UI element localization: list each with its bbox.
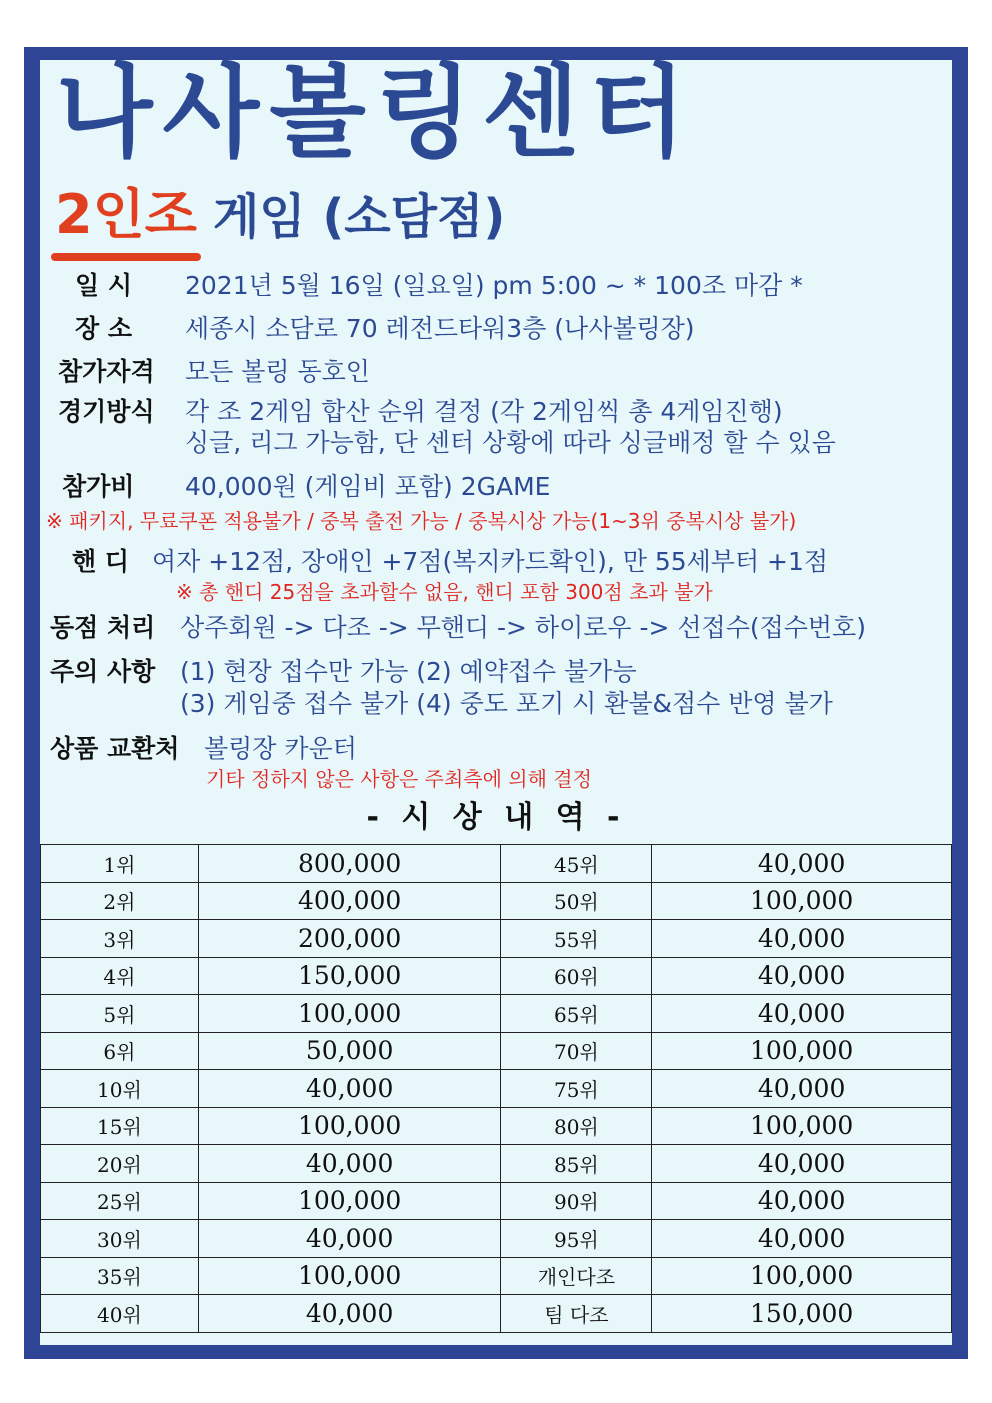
other-note (206, 763, 592, 792)
handicap-value: 여자 +12점, 장애인 +7점(복지카드확인), 만 55세부터 +1점 (152, 547, 829, 576)
prize-amount-cell: 40,000 (652, 1220, 952, 1258)
prize-rank-cell: 10위 (41, 1070, 199, 1108)
prize-amount-cell: 100,000 (198, 1182, 501, 1220)
info-value-date (185, 266, 803, 302)
prize-amount-cell: 40,000 (652, 845, 952, 883)
handicap-label: 핸 디 (72, 547, 130, 576)
tie-label: 동점 처리 (50, 613, 156, 642)
prize-amount-cell: 40,000 (198, 1220, 501, 1258)
subtitle-highlight: 2인조 (55, 172, 197, 249)
caution-value: (1) 현장 접수만 가능 (2) 예약접수 불가능 (180, 657, 637, 686)
prize-rank-cell: 90위 (501, 1182, 652, 1220)
prize-rank-cell: 40위 (41, 1295, 199, 1333)
prize-amount-cell: 800,000 (198, 845, 501, 883)
table-row (41, 1107, 952, 1145)
poster-title: 나사볼링센터 (56, 54, 696, 171)
info-row-date (75, 266, 132, 302)
info-value-fee (185, 467, 550, 503)
exchange-value: 볼링장 카운터 (204, 734, 357, 763)
prize-amount-cell: 40,000 (652, 995, 952, 1033)
caution-value: (3) 게임중 접수 불가 (4) 중도 포기 시 환불&점수 반영 불가 (180, 689, 833, 718)
info-row-place (75, 309, 132, 345)
prize-rank-cell: 3위 (41, 920, 199, 958)
table-row (41, 1145, 952, 1183)
prize-rank-cell: 60위 (501, 957, 652, 995)
prize-amount-cell: 100,000 (652, 1032, 952, 1070)
info-row-fee (62, 467, 134, 503)
prize-rank-cell: 20위 (41, 1145, 199, 1183)
prize-amount-cell: 100,000 (652, 882, 952, 920)
prize-amount-cell: 40,000 (198, 1295, 501, 1333)
handicap-value-wrap (152, 542, 828, 578)
prize-rank-cell: 25위 (41, 1182, 199, 1220)
table-row (41, 1295, 952, 1333)
prize-rank-cell: 80위 (501, 1107, 652, 1145)
info-value: 싱글, 리그 가능함, 단 센터 상황에 따라 싱글배정 할 수 있음 (185, 428, 836, 457)
prize-rank-cell: 70위 (501, 1032, 652, 1070)
prize-amount-cell: 100,000 (198, 1257, 501, 1295)
prize-amount-cell: 40,000 (652, 1182, 952, 1220)
prize-rank-cell: 85위 (501, 1145, 652, 1183)
prize-amount-cell: 40,000 (652, 1145, 952, 1183)
table-row (41, 845, 952, 883)
prize-amount-cell: 40,000 (652, 920, 952, 958)
prize-rank-cell: 15위 (41, 1107, 199, 1145)
info-value: 2021년 5월 16일 (일요일) pm 5:00 ~ * 100조 마감 * (185, 271, 803, 300)
info-value: 40,000원 (게임비 포함) 2GAME (185, 472, 551, 501)
caution-line-2 (180, 684, 833, 720)
prize-rank-cell: 4위 (41, 957, 199, 995)
table-row (41, 1070, 952, 1108)
exchange-row (50, 729, 179, 765)
subtitle-text: 게임 (소담점) (212, 189, 506, 245)
prize-rank-cell: 1위 (41, 845, 199, 883)
exchange-label: 상품 교환처 (50, 734, 180, 763)
package-notice (46, 505, 796, 534)
info-value-place (185, 309, 695, 345)
caution-label: 주의 사항 (50, 657, 156, 686)
prize-amount-cell: 400,000 (198, 882, 501, 920)
prize-amount-cell: 40,000 (198, 1145, 501, 1183)
info-label: 장 소 (75, 314, 133, 343)
prize-table (40, 844, 952, 1333)
prize-rank-cell: 2위 (41, 882, 199, 920)
prize-amount-cell: 40,000 (652, 1070, 952, 1108)
table-row (41, 1257, 952, 1295)
info-value: 각 조 2게임 합산 순위 결정 (각 2게임씩 총 4게임진행) (185, 397, 783, 426)
subtitle (55, 172, 505, 249)
table-row (41, 1220, 952, 1258)
table-row (41, 995, 952, 1033)
caution-row (50, 652, 155, 688)
prize-amount-cell: 100,000 (198, 1107, 501, 1145)
prize-rank-cell: 45위 (501, 845, 652, 883)
notice-text: ※ 패키지, 무료쿠폰 적용불가 / 중복 출전 가능 / 중복시상 가능(1~3위 중복시상 불가) (46, 509, 797, 533)
exchange-value-wrap (204, 729, 357, 765)
handicap-note (176, 576, 713, 605)
table-row (41, 920, 952, 958)
prize-rank-cell: 65위 (501, 995, 652, 1033)
prize-rank-cell: 개인다조 (501, 1257, 652, 1295)
prize-rank-cell: 30위 (41, 1220, 199, 1258)
info-value: 모든 볼링 동호인 (185, 357, 370, 386)
table-row (41, 957, 952, 995)
table-row (41, 882, 952, 920)
table-row (41, 1182, 952, 1220)
prize-amount-cell: 50,000 (198, 1032, 501, 1070)
tie-row (50, 608, 155, 644)
handicap-row (72, 542, 129, 578)
prize-rank-cell: 50위 (501, 882, 652, 920)
table-row (41, 1032, 952, 1070)
caution-line-1 (180, 652, 637, 688)
prize-table-body (41, 845, 952, 1333)
prize-rank-cell: 팀 다조 (501, 1295, 652, 1333)
info-row-eligibility (58, 352, 155, 388)
info-label: 경기방식 (58, 397, 155, 426)
prize-rank-cell: 5위 (41, 995, 199, 1033)
info-value-format-2 (185, 423, 836, 459)
prize-amount-cell: 150,000 (198, 957, 501, 995)
handicap-note-text: ※ 총 핸디 25점을 초과할수 없음, 핸디 포함 300점 초과 불가 (176, 580, 713, 604)
tie-value: 상주회원 -> 다조 -> 무핸디 -> 하이로우 -> 선접수(접수번호) (180, 613, 866, 642)
info-label: 일 시 (75, 271, 133, 300)
prize-amount-cell: 100,000 (652, 1257, 952, 1295)
prize-amount-cell: 200,000 (198, 920, 501, 958)
tie-value-wrap (180, 608, 866, 644)
prize-heading: - 시 상 내 역 - (366, 800, 626, 835)
info-label: 참가비 (62, 472, 135, 501)
prize-amount-cell: 100,000 (652, 1107, 952, 1145)
info-row-format (58, 392, 155, 428)
info-label: 참가자격 (58, 357, 155, 386)
prize-rank-cell: 35위 (41, 1257, 199, 1295)
prize-rank-cell: 55위 (501, 920, 652, 958)
prize-rank-cell: 95위 (501, 1220, 652, 1258)
prize-amount-cell: 100,000 (198, 995, 501, 1033)
prize-rank-cell: 75위 (501, 1070, 652, 1108)
prize-amount-cell: 40,000 (198, 1070, 501, 1108)
prize-amount-cell: 150,000 (652, 1295, 952, 1333)
other-note-text: 기타 정하지 않은 사항은 주최측에 의해 결정 (206, 767, 592, 791)
prize-amount-cell: 40,000 (652, 957, 952, 995)
prize-rank-cell: 6위 (41, 1032, 199, 1070)
info-value: 세종시 소담로 70 레전드타워3층 (나사볼링장) (185, 314, 695, 343)
info-value-eligibility (185, 352, 370, 388)
